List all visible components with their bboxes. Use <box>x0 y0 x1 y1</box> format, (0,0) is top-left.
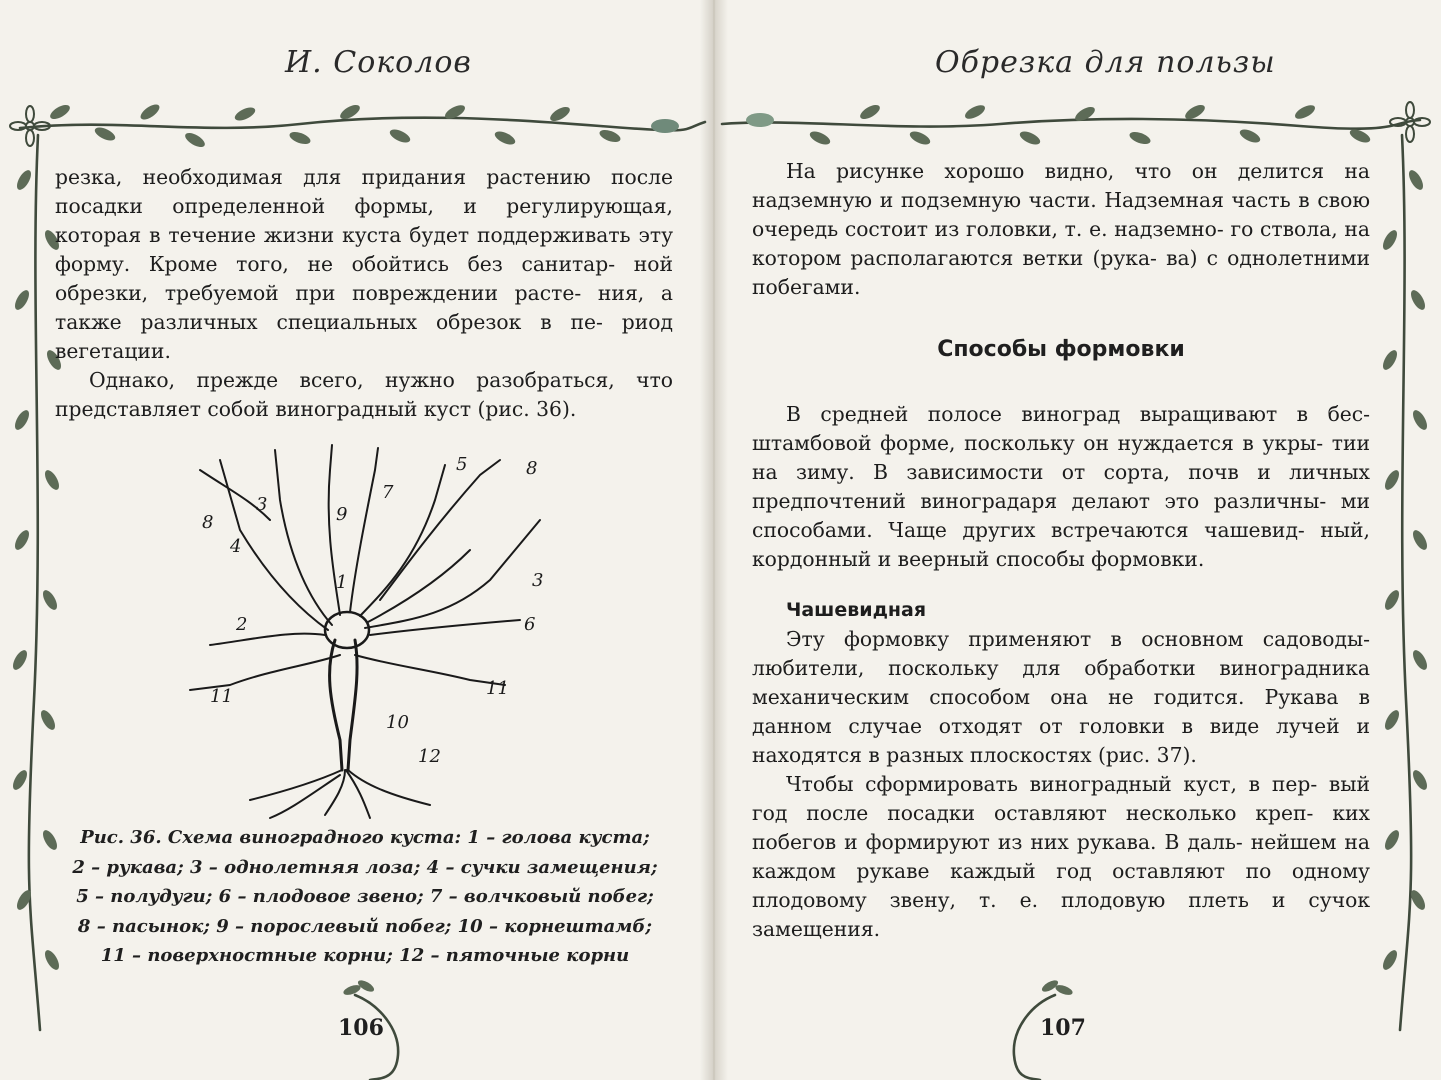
top-vine-right <box>722 119 1420 129</box>
figure-label: 1 <box>336 572 348 593</box>
figure-label: 8 <box>202 512 214 533</box>
figure-label: 10 <box>386 712 409 733</box>
caption-line: 2 – рукава; 3 – однолетняя лоза; 4 – сучки замещения; <box>72 856 658 878</box>
figure-label: 8 <box>526 458 538 479</box>
text-line: представляет собой виноградный куст (рис. 36). <box>55 397 577 421</box>
right-paragraph-2 <box>752 400 1370 574</box>
bush-head <box>325 612 369 648</box>
running-head-left: И. Соколов <box>285 45 472 80</box>
text-line: в данном случае отходят от головки в виде лучей <box>752 685 1370 738</box>
figure-label: 6 <box>524 614 536 635</box>
text-line: В средней полосе виноград выращивают в бес- <box>786 402 1370 426</box>
figure-label: 5 <box>456 454 468 475</box>
text-line: риод вегетации. <box>55 310 673 363</box>
text-line: которая в течение жизни куста будет поддерживать <box>55 223 631 247</box>
caption-line: 11 – поверхностные корни; 12 – пяточные корни <box>100 945 630 966</box>
text-line: эту форму. Кроме того, не обойтись без санитар- <box>55 223 673 276</box>
text-line: посадки определенной формы, и регулирующая, <box>55 194 673 218</box>
text-line: ной обрезки, требуемой при повреждении расте- <box>55 252 673 305</box>
running-head-right: Обрезка для пользы <box>935 45 1276 80</box>
left-paragraph-1 <box>55 163 673 366</box>
text-line: и сучок замещения. <box>752 888 1370 941</box>
left-paragraph-2 <box>55 366 673 424</box>
page-number-right: 107 <box>1040 1015 1086 1041</box>
text-line: тии на зиму. В зависимости от сорта, почв и личных <box>752 431 1370 484</box>
figure-label: 12 <box>418 746 441 767</box>
figure-label: 7 <box>382 482 394 503</box>
figure-label: 4 <box>230 536 242 557</box>
left-page-body <box>55 163 673 424</box>
text-line: ный, кордонный и веерный способы формовки. <box>752 518 1370 571</box>
text-line: вый год после посадки оставляют несколько креп- <box>752 772 1370 825</box>
top-vine-left <box>20 118 705 131</box>
text-line: Эту формовку применяют в основном садоводы- <box>786 627 1370 651</box>
section-heading: Способы формовки <box>937 337 1185 362</box>
text-line: ния, а также различных специальных обрезок в пе- <box>55 281 673 334</box>
text-line: Чтобы сформировать виноградный куст, в пер- <box>786 772 1318 796</box>
figure-label: 3 <box>256 494 268 515</box>
text-line: и находятся в разных плоскостях (рис. 37). <box>752 714 1370 767</box>
caption-line: 8 – пасынок; 9 – порослевый побег; 10 – корнештамб; <box>77 915 653 937</box>
text-line: любители, поскольку для обработки виноградника <box>752 656 1370 680</box>
right-paragraph-4 <box>752 770 1370 944</box>
right-page-body <box>752 157 1370 302</box>
figure-label: 11 <box>486 678 509 699</box>
right-page-body-2 <box>752 400 1370 944</box>
figure-label: 11 <box>210 686 233 707</box>
figure-caption <box>70 823 660 971</box>
caption-line: 5 – полудуги; 6 – плодовое звено; 7 – волчковый побег; <box>76 886 654 907</box>
grapevine-figure <box>150 440 590 820</box>
text-line: нейшем на каждом рукаве каждый год оставляют <box>752 830 1371 883</box>
text-line: предпочтений виноградаря делают это различны- <box>752 489 1327 513</box>
text-line: ких побегов и формируют из них рукава. В даль- <box>752 801 1370 854</box>
text-line: штамбовой форме, поскольку он нуждается в укры- <box>752 431 1324 455</box>
text-line: в свою очередь состоит из головки, т. е. надземно- <box>752 188 1370 241</box>
text-line: го ствола, на котором располагаются ветки (рука- <box>752 217 1370 270</box>
trunk <box>330 640 342 770</box>
right-paragraph-3 <box>752 625 1370 770</box>
figure-label: 3 <box>532 570 544 591</box>
right-paragraph-1 <box>752 157 1370 302</box>
text-line: Однако, прежде всего, нужно разобраться, что <box>89 368 673 392</box>
text-line: механическим способом она не годится. Рукава <box>752 685 1339 709</box>
text-line: На рисунке хорошо видно, что он делится на <box>786 159 1370 183</box>
page-number-left: 106 <box>338 1015 384 1041</box>
text-line: надземную и подземную части. Надземная часть <box>752 188 1291 212</box>
text-line: резка, необходимая для придания растению после <box>55 165 673 189</box>
caption-line: Рис. 36. Схема виноградного куста: 1 – голова куста; <box>80 827 650 848</box>
figure-label: 9 <box>336 504 348 525</box>
right-side-vine <box>1400 135 1411 1030</box>
text-line: ми способами. Чаще других встречаются чашевид- <box>752 489 1370 542</box>
text-line: ва) с однолетними побегами. <box>752 246 1370 299</box>
text-line: по одному плодовому звену, т. е. плодовую плеть <box>752 859 1370 912</box>
subheading: Чашевидная <box>786 599 927 621</box>
figure-label: 2 <box>236 614 248 635</box>
